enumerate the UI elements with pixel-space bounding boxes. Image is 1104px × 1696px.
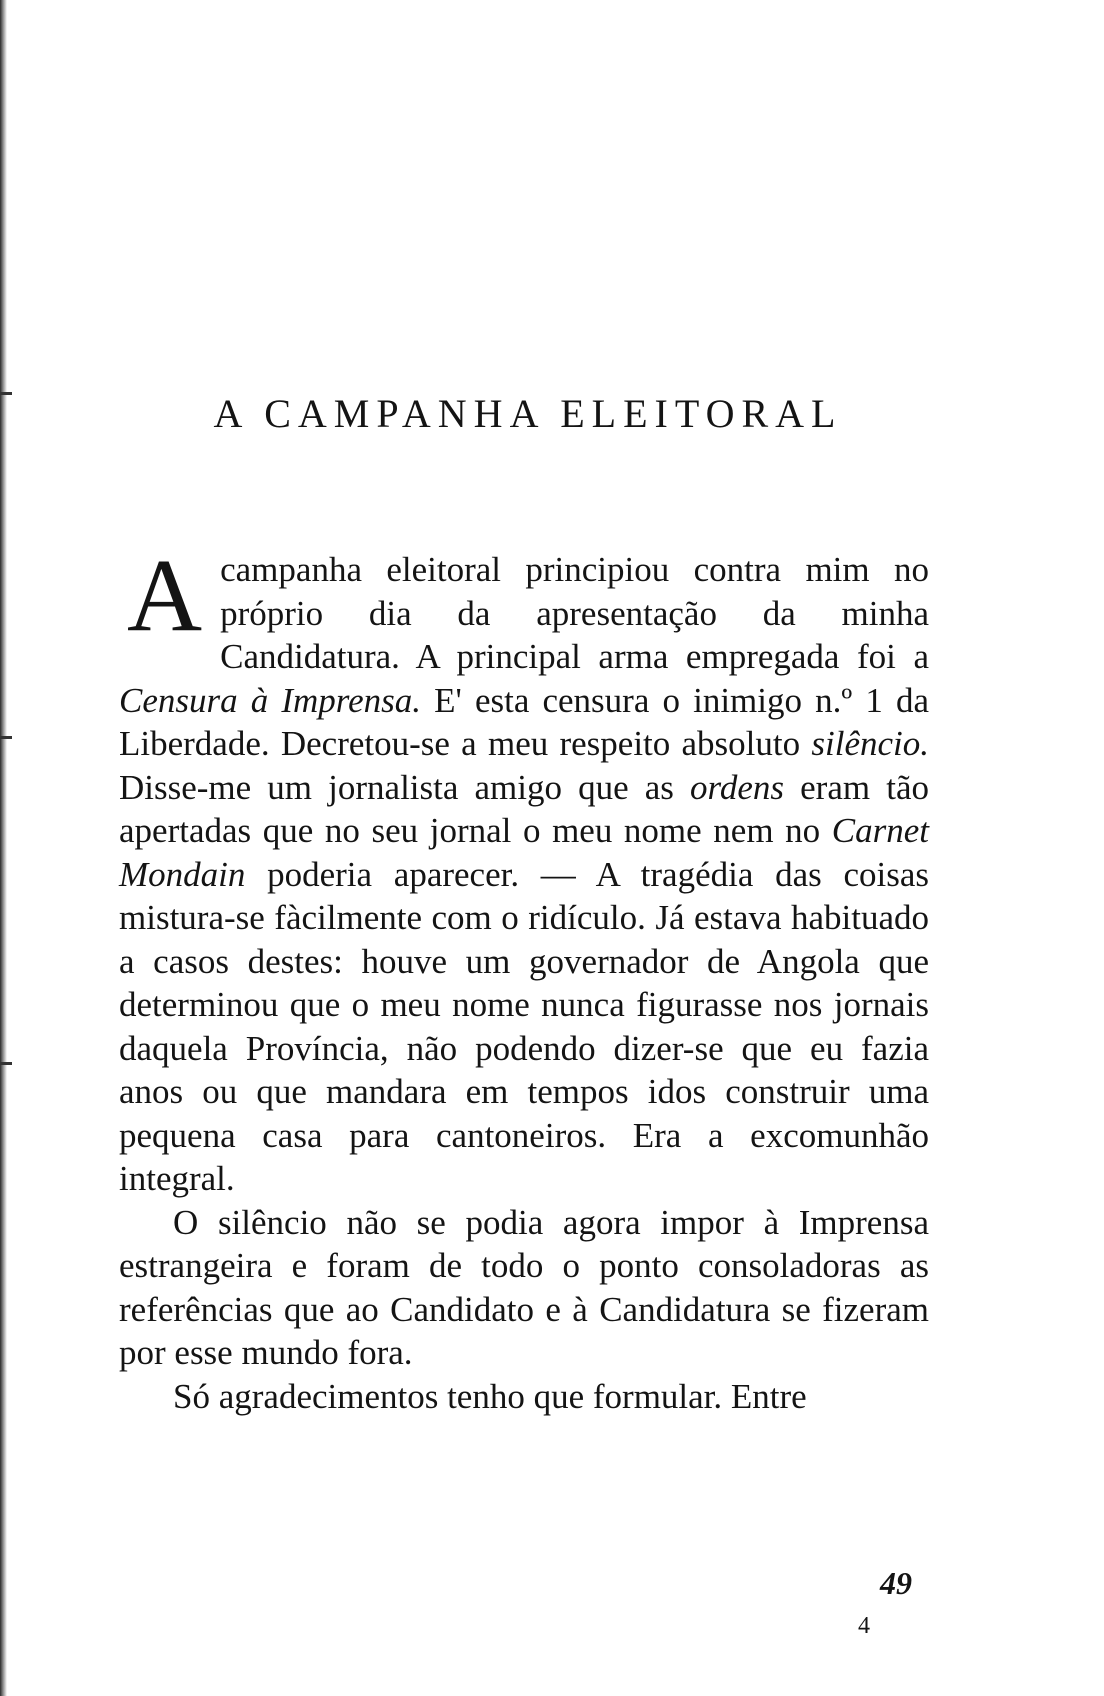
emphasis-carnet-mondain: Carnet Mondain bbox=[119, 811, 929, 894]
emphasis-censura: Censura à Imprensa. bbox=[119, 680, 422, 720]
paragraph-3: Só agradecimentos tenho que formular. Entre bbox=[173, 1376, 807, 1416]
chapter-title: A CAMPANHA ELEITORAL bbox=[213, 391, 843, 436]
emphasis-ordens: ordens bbox=[690, 767, 785, 807]
page-number: 49 bbox=[880, 1565, 912, 1601]
margin-mark bbox=[0, 1062, 12, 1065]
body-text bbox=[119, 538, 930, 1418]
margin-mark bbox=[0, 736, 12, 739]
signature-mark: 4 bbox=[858, 1613, 870, 1639]
paragraph-1-text: Disse-me um jornalista amigo que as bbox=[119, 767, 691, 807]
emphasis-silencio: silêncio. bbox=[811, 724, 929, 763]
paragraph-1-text: poderia aparecer. — A tragédia das coisas mistura-se fàcilmente com o ridículo. Já estava habituado a casos destes: houve um governador de Angola que determinou que o meu nome nunca figurasse nos jornais daquela Província, não podendo dizer-se que eu fazia anos ou que mandara em tempos idos construir uma pequena casa para cantoneiros. Era a excomunhão integral. bbox=[119, 854, 929, 1198]
drop-cap: A bbox=[127, 538, 203, 653]
paragraph-1-text: campanha eleitoral principiou contra mim no próprio dia da apresentação da minha Candidatura. A principal arma empregada foi a bbox=[220, 550, 929, 676]
paragraph-1-text: eram tão apertadas que no seu jornal o meu nome nem no bbox=[119, 767, 929, 850]
paragraph-1 bbox=[119, 538, 930, 1201]
paragraph-2: O silêncio não se podia agora impor à Imprensa estrangeira e foram de todo o ponto consoladoras as referências que ao Candidato e à Candidatura se fizeram por esse mundo fora. bbox=[119, 1202, 929, 1372]
page-binding-edge bbox=[0, 0, 7, 1696]
paragraph-1-text: E' esta censura o inimigo n.º 1 da Liberdade. Decretou-se a meu respeito absoluto bbox=[119, 680, 930, 763]
